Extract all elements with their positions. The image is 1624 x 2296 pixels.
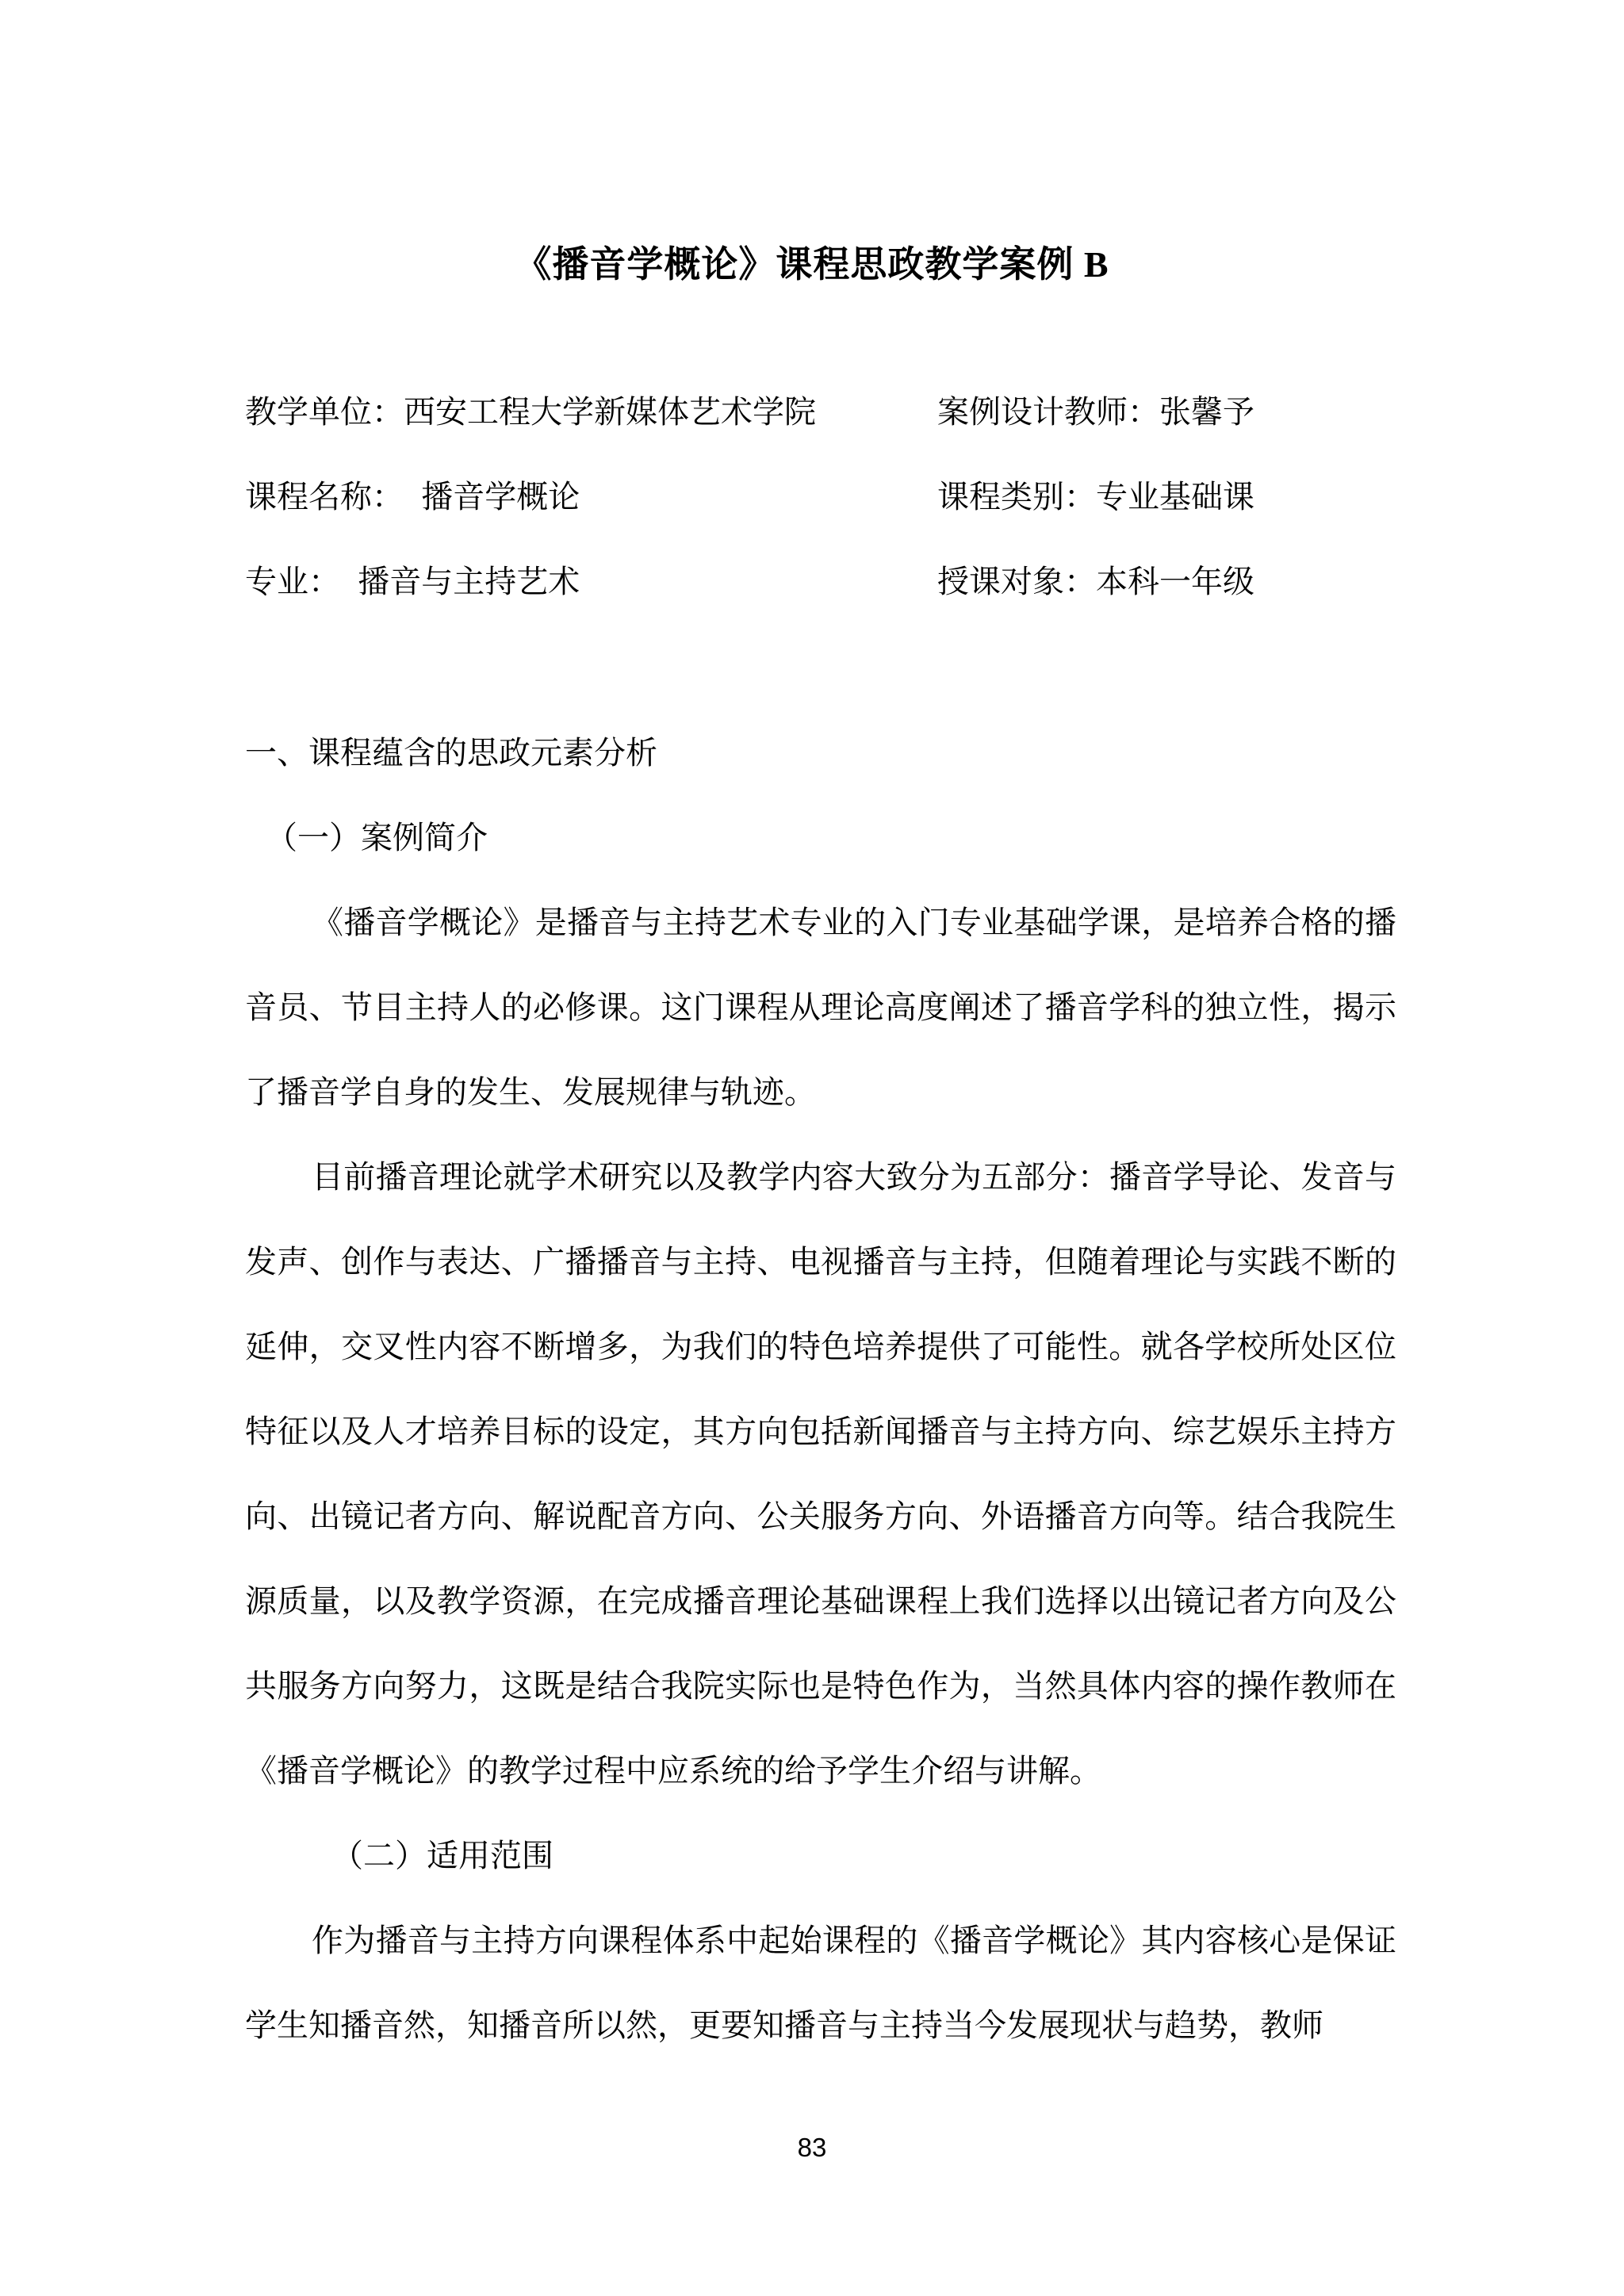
meta-row-course-category <box>245 455 1434 540</box>
page-number: 83 <box>797 2133 827 2162</box>
section-1-heading: 一、课程蕴含的思政元素分析 <box>245 736 657 771</box>
case-designer-field: 案例设计教师：张馨予 <box>937 395 1254 430</box>
subsection-1-2-heading: （二）适用范围 <box>331 1839 553 1873</box>
paragraph-case-intro-2: 目前播音理论就学术研究以及教学内容大致分为五部分：播音学导论、发音与发声、创作与表达、广播播音与主持、电视播音与主持，但随着理论与实践不断的延伸，交叉性内容不断增多，为我们的特色培养提供了可能性。就各学校所处区位特征以及人才培养目标的设定，其方向包括新闻播音与主持方向、综艺娱乐主持方向、出镜记者方向、解说配音方向、公关服务方向、外语播音方向等。结合我院生源质量，以及教学资源，在完成播音理论基础课程上我们选择以出镜记者方向及公共服务方向努力，这既是结合我院实际也是特色作为，当然具体内容的操作教师在《播音学概论》的教学过程中应系统的给予学生介绍与讲解。 <box>245 1160 1396 1789</box>
document-body <box>245 711 1396 2068</box>
paragraph-case-intro-1: 《播音学概论》是播音与主持艺术专业的入门专业基础学课，是培养合格的播音员、节目主持人的必修课。这门课程从理论高度阐述了播音学科的独立性，揭示了播音学自身的发生、发展规律与轨迹。 <box>245 905 1396 1110</box>
document-title: 《播音学概论》课程思政教学案例 B <box>515 243 1109 285</box>
course-category-field: 课程类别：专业基础课 <box>937 480 1254 515</box>
meta-row-unit-teacher <box>245 370 1434 455</box>
course-meta-table <box>245 370 1434 625</box>
major-field: 专业： 播音与主持艺术 <box>245 564 580 599</box>
meta-row-major-audience <box>245 540 1434 625</box>
teaching-unit-field: 教学单位：西安工程大学新媒体艺术学院 <box>245 395 816 430</box>
teaching-audience-field: 授课对象：本科一年级 <box>937 564 1254 599</box>
paragraph-scope-1: 作为播音与主持方向课程体系中起始课程的《播音学概论》其内容核心是保证学生知播音然，知播音所以然，更要知播音与主持当今发展现状与趋势，教师 <box>245 1923 1396 2043</box>
subsection-1-1-heading: （一）案例简介 <box>266 821 488 855</box>
course-name-field: 课程名称： 播音学概论 <box>245 480 580 515</box>
